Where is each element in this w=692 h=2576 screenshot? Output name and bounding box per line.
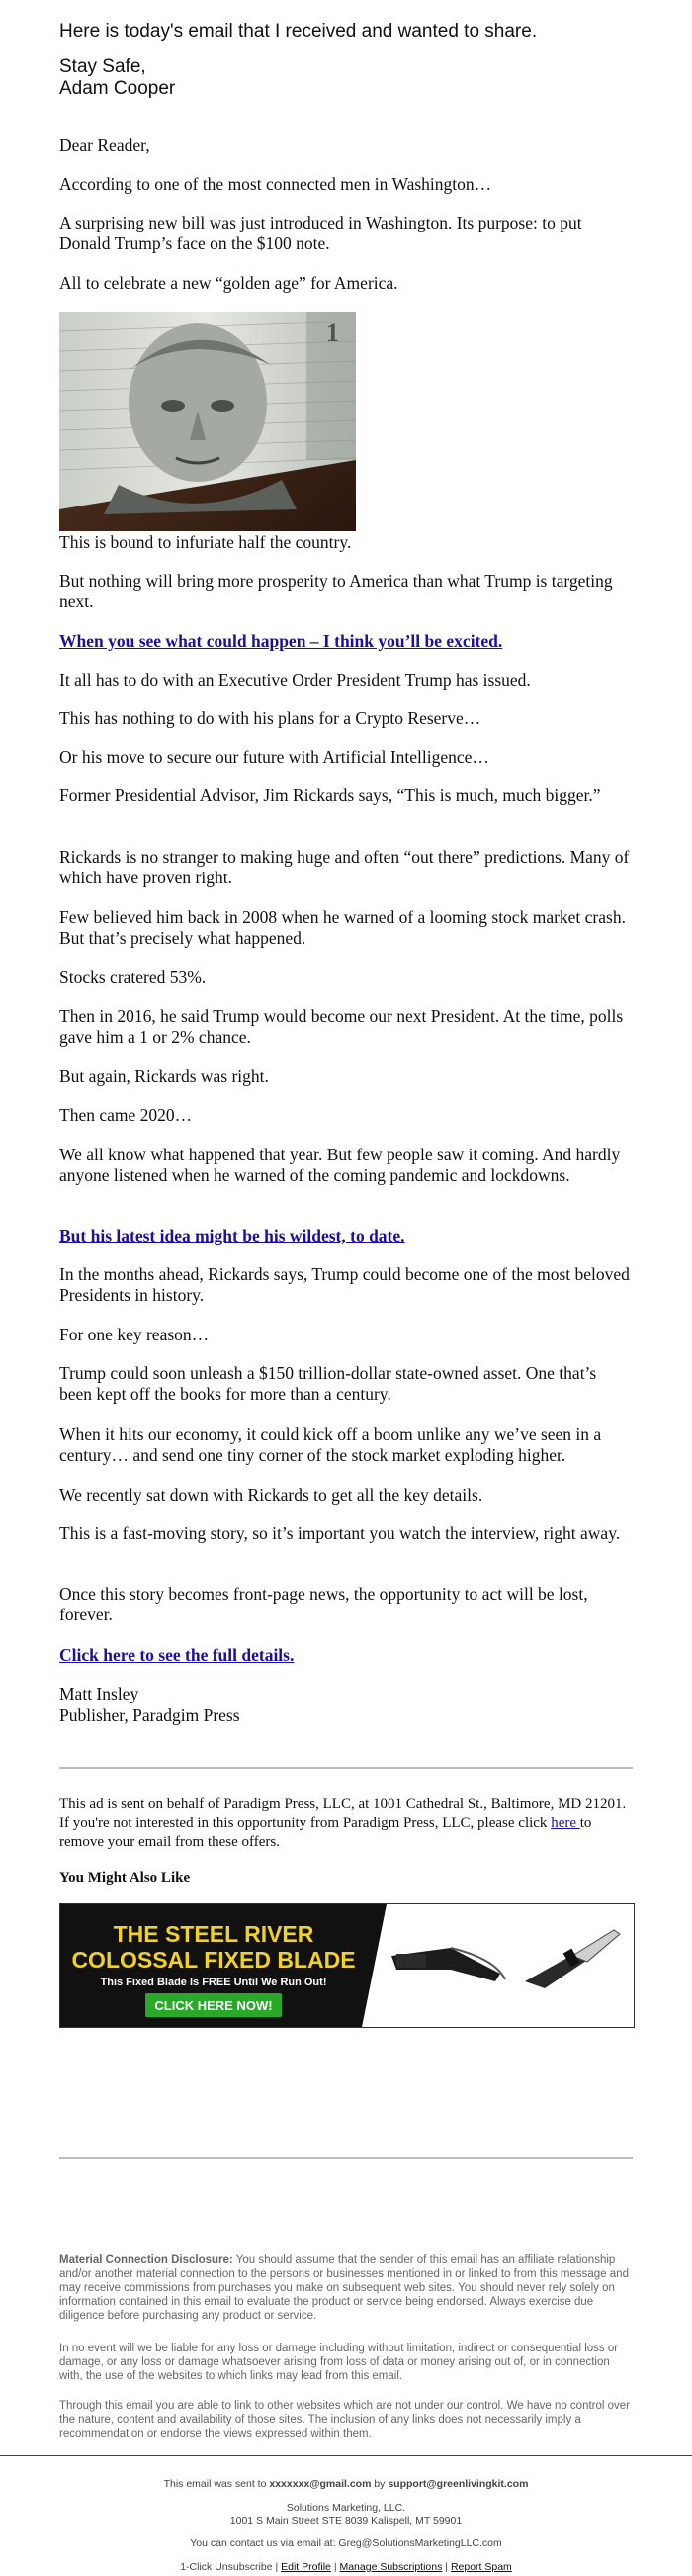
- paragraph: According to one of the most connected men in Washington…: [59, 174, 492, 194]
- ad-notice: [59, 1795, 633, 1852]
- banner-subtitle: This Fixed Blade Is FREE Until We Run Out!: [100, 1977, 327, 1988]
- manage-subscriptions-link[interactable]: Manage Subscriptions: [339, 2561, 443, 2573]
- report-spam-link[interactable]: Report Spam: [450, 2561, 512, 2573]
- company-name: Solutions Marketing, LLC.: [286, 2502, 406, 2514]
- paragraph: But nothing will bring more prosperity to America than what Trump is targeting next.: [59, 571, 613, 611]
- banner-title-2: COLOSSAL FIXED BLADE: [71, 1947, 356, 1973]
- paragraph: This has nothing to do with his plans for a Crypto Reserve…: [59, 708, 481, 728]
- paragraph: A surprising new bill was just introduced in Washington. Its purpose: to put Donald Trump’s face on the $100 note.: [59, 213, 582, 253]
- sender-email: support@greenlivingkit.com: [388, 2478, 529, 2490]
- one-click-unsubscribe[interactable]: 1-Click Unsubscribe |: [180, 2561, 282, 2573]
- knife-blade-icon: [525, 1930, 620, 1988]
- sent-to-line: [0, 2478, 692, 2490]
- paragraph: Rickards is no stranger to making huge and often “out there” predictions. Many of which have proven right.: [59, 847, 630, 887]
- paragraph: Then came 2020…: [59, 1105, 193, 1125]
- divider: [59, 2157, 633, 2159]
- paragraph: It all has to do with an Executive Order President Trump has issued.: [59, 670, 531, 690]
- cta-link-full-details[interactable]: Click here to see the full details.: [59, 1645, 295, 1665]
- contact-line: You can contact us via email at: Greg@SolutionsMarketingLLC.com: [190, 2537, 502, 2549]
- disclosure-text: You should assume that the sender of this email has an affiliate relationship and/or another material connection to the persons or businesses mentioned in or linked to from this message and may receive commissions from purchases you make on subsequent web sites. You should never rely solely on information contained in this email to evaluate the product or service being endorsed. Always exercise due diligence before purchasing any product or service.: [59, 2254, 629, 2322]
- knife-sheathed-icon: [391, 1948, 505, 1981]
- paragraph: Then in 2016, he said Trump would become our next President. At the time, polls gave him a 1 or 2% chance.: [59, 1006, 624, 1047]
- paragraph: For one key reason…: [59, 1325, 210, 1344]
- cta-link-wildest-idea[interactable]: But his latest idea might be his wildest, to date.: [59, 1226, 405, 1245]
- paragraph: This is a fast-moving story, so it’s important you watch the interview, right away.: [59, 1523, 621, 1543]
- intro-sender-name: Adam Cooper: [59, 78, 176, 99]
- remove-email-link[interactable]: here: [551, 1815, 580, 1831]
- sent-by-text: by: [371, 2478, 389, 2490]
- link-separator: |: [442, 2561, 451, 2573]
- intro-line: Here is today's email that I received and wanted to share.: [59, 21, 538, 42]
- paragraph: Few believed him back in 2008 when he warned of a looming stock market crash. But that’s precisely what happened.: [59, 907, 626, 948]
- divider: [59, 1767, 633, 1769]
- paragraph: Once this story becomes front-page news, the opportunity to act will be lost, forever.: [59, 1584, 588, 1624]
- liability-disclaimer: In no event will we be liable for any loss or damage including without limitation, indirect or consequential loss or damage, or any loss or damage whatsoever arising from loss of data or money arising out of, or in connection with, the use of the websites to which links may lead from this email.: [59, 2343, 619, 2382]
- banner-cta-label: CLICK HERE NOW!: [154, 1998, 273, 2013]
- paragraph: When it hits our economy, it could kick off a boom unlike any we’ve seen in a century… and send one tiny corner of the stock market exploding higher.: [59, 1425, 602, 1465]
- paragraph: We all know what happened that year. But few people saw it coming. And hardly anyone listened when he warned of the coming pandemic and lockdowns.: [59, 1145, 621, 1185]
- banner-title-1: THE STEEL RIVER: [113, 1921, 314, 1947]
- signature-name: Matt Insley: [59, 1684, 139, 1703]
- paragraph: In the months ahead, Rickards says, Trump could become one of the most beloved Presidents in history.: [59, 1264, 630, 1305]
- edit-profile-link[interactable]: Edit Profile: [281, 2561, 331, 2573]
- paragraph: We recently sat down with Rickards to get all the key details.: [59, 1485, 483, 1505]
- ad-notice-text-end: to remove your email from these offers.: [59, 1815, 592, 1850]
- email-footer: [0, 2455, 692, 2573]
- recipient-email: xxxxxxx@gmail.com: [269, 2478, 372, 2490]
- cta-link-excited[interactable]: When you see what could happen – I think you’ll be excited.: [59, 631, 503, 651]
- paragraph: Or his move to secure our future with Artificial Intelligence…: [59, 747, 489, 767]
- company-address: 1001 S Main Street STE 8039 Kalispell, MT 59901: [229, 2515, 463, 2527]
- intro-sign-off: Stay Safe,: [59, 56, 146, 77]
- greeting: Dear Reader,: [59, 136, 150, 155]
- banknote-illustration: [59, 312, 356, 531]
- also-like-heading: You Might Also Like: [59, 1870, 191, 1886]
- external-links-disclaimer: Through this email you are able to link to other websites which are not under our control. We have no control over the nature, content and availability of those sites. The inclusion of any links does not necessarily imply a recommendation or endorse the views expressed within them.: [59, 2400, 631, 2439]
- steel-river-blade-banner[interactable]: [59, 1903, 635, 2028]
- paragraph: Former Presidential Advisor, Jim Rickards says, “This is much, much bigger.”: [59, 785, 601, 805]
- trump-100-note-image: [59, 312, 356, 531]
- ad-notice-text: This ad is sent on behalf of Paradigm Press, LLC, at 1001 Cathedral St., Baltimore, MD 21201. If you're not interested in this opportunity from Paradigm Press, LLC, please click: [59, 1796, 627, 1831]
- signature-title: Publisher, Paradgim Press: [59, 1705, 240, 1725]
- paragraph: But again, Rickards was right.: [59, 1066, 269, 1086]
- paragraph: This is bound to infuriate half the country.: [59, 532, 352, 552]
- material-disclosure: [59, 2254, 633, 2323]
- link-separator: |: [330, 2561, 340, 2573]
- paragraph: Stocks cratered 53%.: [59, 967, 207, 987]
- sent-to-text: This email was sent to: [163, 2478, 270, 2490]
- disclosure-label: Material Connection Disclosure:: [59, 2254, 233, 2266]
- footer-links: [0, 2561, 692, 2573]
- paragraph: Trump could soon unleash a $150 trillion-dollar state-owned asset. One that’s been kept off the books for more than a century.: [59, 1363, 597, 1404]
- svg-text:1: 1: [326, 319, 339, 347]
- paragraph: All to celebrate a new “golden age” for America.: [59, 273, 398, 293]
